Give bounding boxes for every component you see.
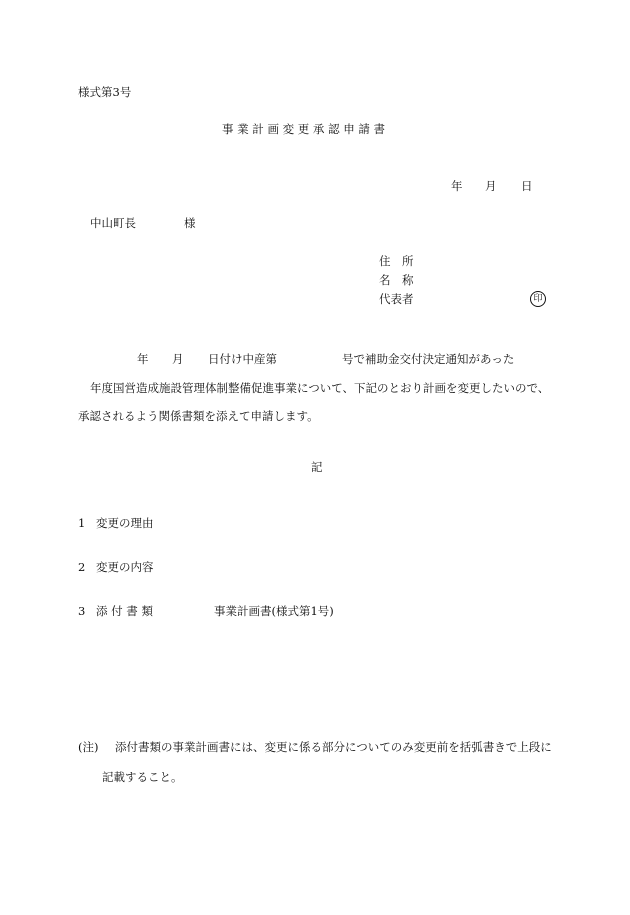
note-mark: (注)	[78, 740, 99, 754]
item-1-label: 変更の理由	[96, 516, 154, 530]
body-date-reference: 日付け中産第	[208, 352, 277, 366]
date-month: 月	[485, 179, 497, 193]
note-line-2: 記載すること。	[102, 770, 183, 784]
body-line-3: 承認されるよう関係書類を添えて申請します。	[78, 409, 319, 423]
form-number: 様式第3号	[78, 85, 132, 99]
item-2-label: 変更の内容	[96, 560, 154, 574]
name-label: 名 称	[379, 273, 414, 287]
item-2-number: 2	[78, 560, 86, 574]
item-3-label: 添 付 書 類	[96, 604, 153, 618]
addressee-name: 中山町長	[90, 216, 136, 230]
ki-marker: 記	[311, 460, 323, 474]
document-title: 事 業 計 画 変 更 承 認 申 請 書	[222, 122, 386, 136]
body-notice-number: 号で補助金交付決定通知があった	[342, 352, 515, 366]
body-line-2: 年度国営造成施設管理体制整備促進事業について、下記のとおり計画を変更したいので、	[90, 381, 550, 395]
date-day: 日	[521, 179, 533, 193]
date-year: 年	[451, 179, 463, 193]
item-3-value: 事業計画書(様式第1号)	[214, 604, 334, 618]
address-label: 住 所	[379, 254, 414, 268]
body-year: 年	[137, 352, 149, 366]
body-month: 月	[172, 352, 184, 366]
item-1-number: 1	[78, 516, 86, 530]
representative-label: 代表者	[379, 292, 414, 306]
seal-mark: 印	[530, 291, 546, 307]
item-3-number: 3	[78, 604, 86, 618]
addressee-honorific: 様	[184, 216, 196, 230]
note-line-1: 添付書類の事業計画書には、変更に係る部分についてのみ変更前を括弧書きで上段に	[115, 740, 552, 754]
